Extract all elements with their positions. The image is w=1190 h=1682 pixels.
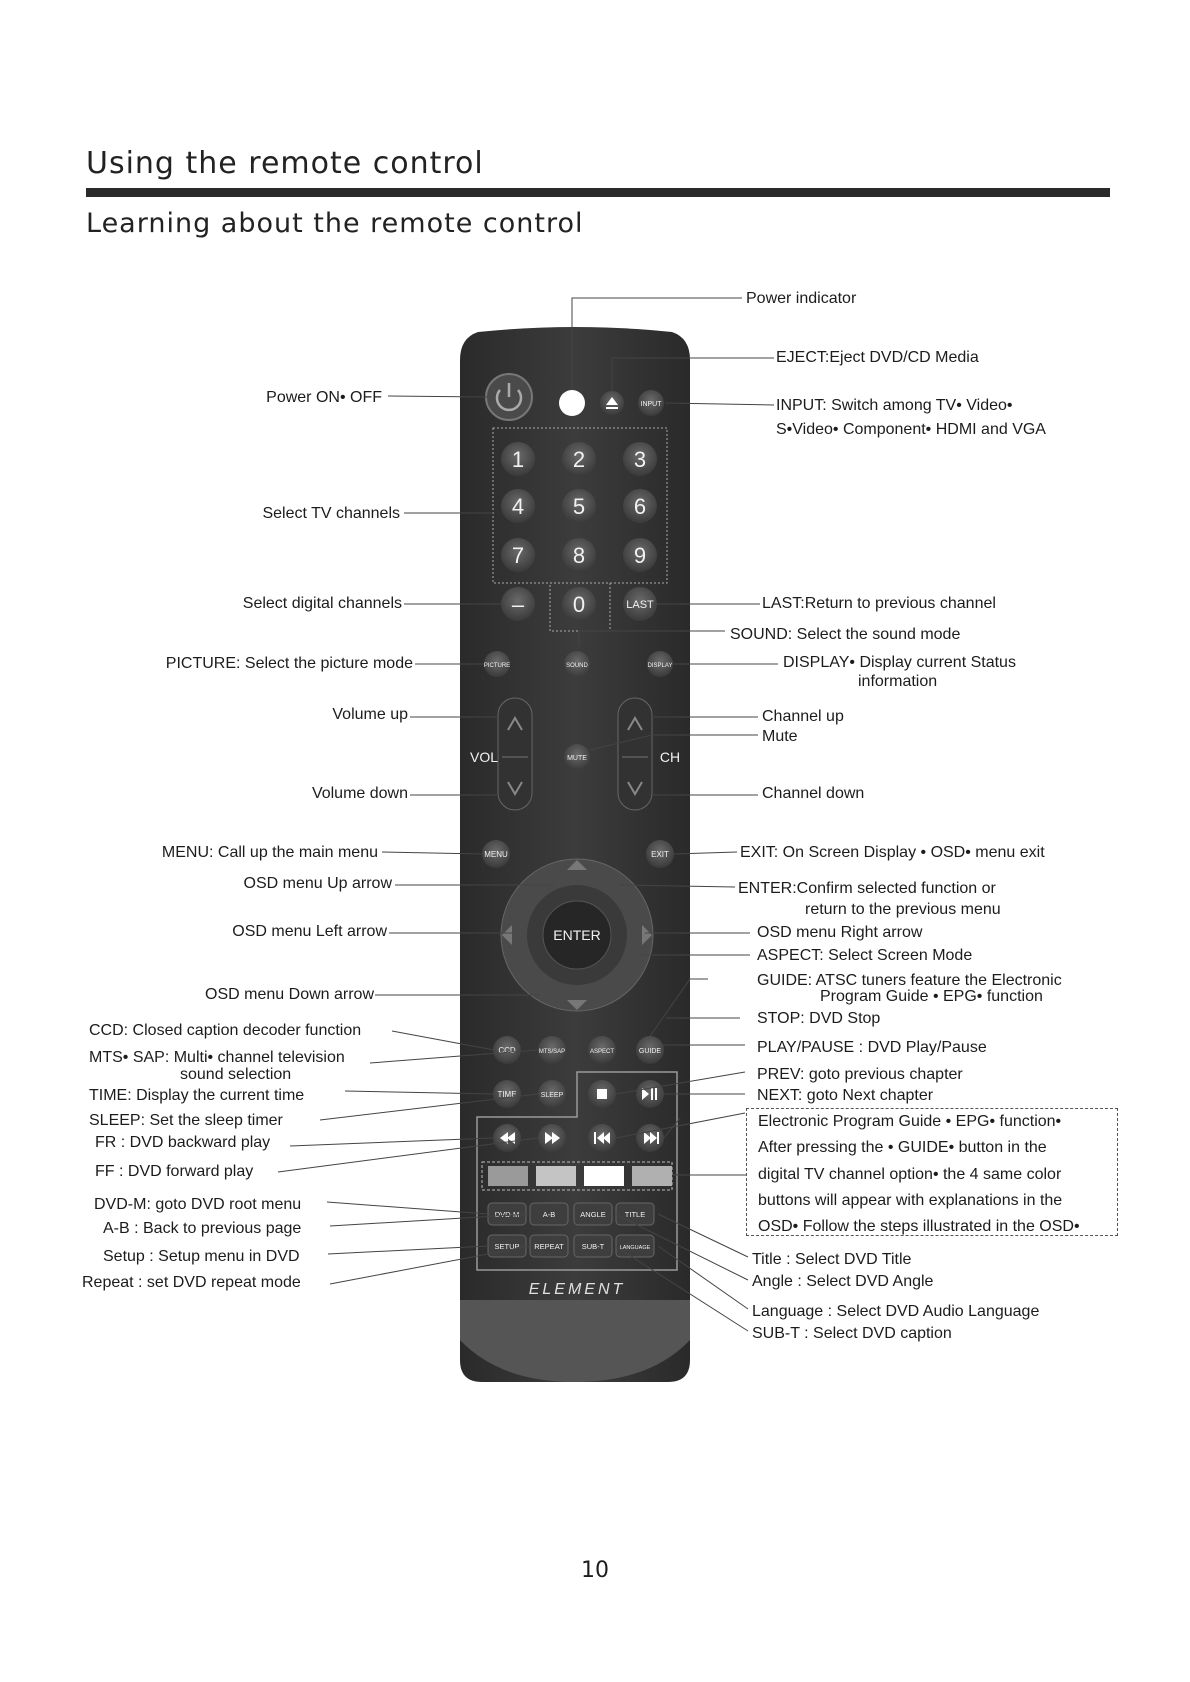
enter-button-label: ENTER [553,927,601,943]
label-ccd: CCD: Closed caption decoder function [89,1022,362,1039]
brand-logo: ELEMENT [528,1281,626,1298]
label-tv-channels: Select TV channels [262,505,400,522]
label-subt: SUB-T : Select DVD caption [752,1325,952,1342]
label-aspect: ASPECT: Select Screen Mode [757,947,973,964]
label-channel-down: Channel down [762,785,865,802]
display-button-label: DISPLAY [647,663,673,669]
label-display-line2: information [858,673,938,690]
label-sleep: SLEEP: Set the sleep timer [89,1112,283,1129]
language-button-label: LANGUAGE [619,1245,651,1251]
label-time: TIME: Display the current time [89,1087,305,1104]
color-key-2[interactable] [536,1166,576,1186]
label-input-line2: S•Video• Component• HDMI and VGA [776,421,1046,438]
menu-button-label: MENU [484,850,508,859]
label-volume-down: Volume down [311,785,408,802]
sub-t-button-label: SUB-T [581,1242,605,1251]
color-key-4[interactable] [632,1166,672,1186]
digit-button-label: 4 [511,494,525,519]
angle-button-label: ANGLE [580,1210,606,1219]
label-title: Title : Select DVD Title [752,1251,912,1268]
ch-label: CH [659,749,681,765]
setup-button-label: SETUP [494,1242,520,1251]
repeat-button-label: REPEAT [534,1242,564,1251]
label-digital-channels: Select digital channels [242,595,402,612]
label-osd-left: OSD menu Left arrow [232,923,387,940]
input-button-label: INPUT [640,401,662,408]
label-power-indicator: Power indicator [746,290,857,307]
label-enter-line1: ENTER:Confirm selected function or [738,880,996,897]
sound-button-label: SOUND [566,663,588,669]
color-key-1[interactable] [488,1166,528,1186]
label-last: LAST:Return to previous channel [762,595,996,612]
mts-sap-button-label: MTS/SAP [538,1049,566,1055]
color-key-3[interactable] [584,1166,624,1186]
mute-button-label: MUTE [567,755,587,762]
epg-note-line: OSD• Follow the steps illustrated in the OSD• [758,1218,1080,1235]
digit-button-label: 8 [572,543,586,568]
epg-note-line: buttons will appear with explanations in the [758,1192,1063,1209]
label-picture: PICTURE: Select the picture mode [165,655,413,672]
vol-label: VOL [469,749,499,765]
epg-note-line: Electronic Program Guide • EPG• function• [758,1113,1062,1130]
label-play-pause: PLAY/PAUSE : DVD Play/Pause [757,1039,987,1056]
label-dvdm: DVD-M: goto DVD root menu [94,1196,302,1213]
label-sound: SOUND: Select the sound mode [730,626,961,643]
label-fr: FR : DVD backward play [95,1134,271,1151]
guide-button-label: GUIDE [638,1048,662,1055]
section-subtitle: Learning about the remote control [86,208,584,239]
label-mute: Mute [762,728,798,745]
label-display-line1: DISPLAY• Display current Status [783,654,1016,671]
label-angle: Angle : Select DVD Angle [752,1273,934,1290]
label-input-line1: INPUT: Switch among TV• Video• [776,397,1013,414]
picture-button-label: PICTURE [483,663,511,669]
sleep-button-label: SLEEP [540,1092,564,1099]
label-volume-up: Volume up [332,706,408,723]
label-channel-up: Channel up [762,708,844,725]
label-exit: EXIT: On Screen Display • OSD• menu exit [740,844,1045,861]
digit-button-label: 9 [633,543,647,568]
ccd-button-label: CCD [498,1046,516,1055]
label-next: NEXT: goto Next chapter [757,1087,934,1104]
power-indicator-light [559,390,585,416]
label-language: Language : Select DVD Audio Language [752,1303,1040,1320]
digit-button-label: 1 [511,447,525,472]
eject-icon-bar [606,407,618,409]
label-power: Power ON• OFF [266,389,382,406]
label-repeat: Repeat : set DVD repeat mode [82,1274,301,1291]
exit-button-label: EXIT [651,850,669,859]
digit-button-label: 3 [633,447,647,472]
label-osd-right: OSD menu Right arrow [757,924,923,941]
digit-buttons [501,442,657,572]
label-osd-down: OSD menu Down arrow [205,986,374,1003]
label-prev: PREV: goto previous chapter [757,1066,963,1083]
stop-icon [597,1089,607,1099]
epg-note-line: digital TV channel option• the 4 same color [758,1166,1062,1183]
label-guide-line2: Program Guide • EPG• function [820,988,1043,1005]
digit-button-label: 5 [572,494,586,519]
dash-button-label: – [511,592,525,617]
label-mts-line1: MTS• SAP: Multi• channel television [89,1049,345,1066]
zero-button-label: 0 [572,592,586,617]
a-b-button-label: A-B [542,1210,556,1219]
digit-button-label: 7 [511,543,525,568]
page-number: 10 [581,1558,609,1583]
title-button-label: TITLE [624,1210,646,1219]
digit-button-label: 2 [572,447,586,472]
page-title: Using the remote control [86,146,484,181]
time-button-label: TIME [497,1090,517,1099]
label-ff: FF : DVD forward play [95,1163,254,1180]
dvd-m-button-label: DVD-M [494,1210,520,1219]
label-guide-line1: GUIDE: ATSC tuners feature the Electronic [757,972,1062,989]
aspect-button-label: ASPECT [589,1049,615,1055]
play-pause-button[interactable] [636,1080,664,1108]
label-enter-line2: return to the previous menu [805,901,1001,918]
label-setup: Setup : Setup menu in DVD [103,1248,300,1265]
label-ab: A-B : Back to previous page [103,1220,302,1237]
digit-button-label: 6 [633,494,647,519]
label-menu: MENU: Call up the main menu [161,844,378,861]
last-button-label: LAST [626,599,654,611]
label-stop: STOP: DVD Stop [757,1010,881,1027]
label-eject: EJECT:Eject DVD/CD Media [776,349,979,366]
epg-note-line: After pressing the • GUIDE• button in the [758,1139,1047,1156]
label-osd-up: OSD menu Up arrow [243,875,392,892]
label-mts-line2: sound selection [180,1066,292,1083]
